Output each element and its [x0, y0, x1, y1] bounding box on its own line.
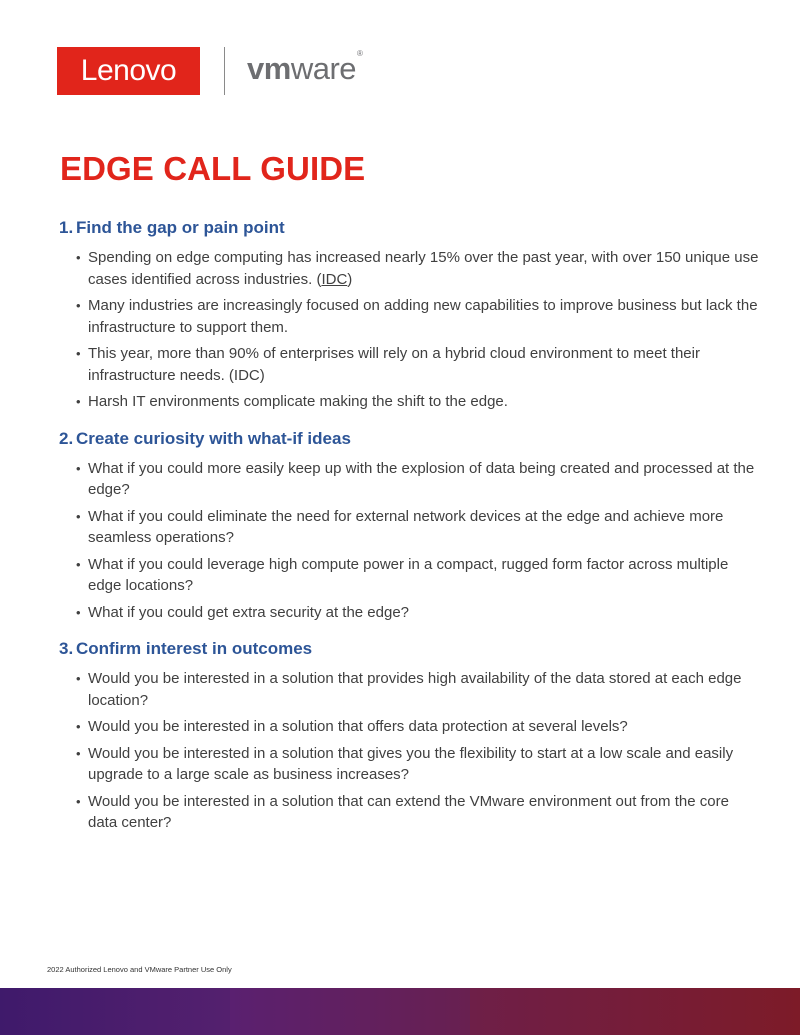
list-item-text: Spending on edge computing has increased nearly 15% over the past year, with over 150 unique use cases identified across industries. (	[88, 249, 759, 288]
footer-band	[0, 988, 800, 1035]
section-number: 3.	[59, 639, 74, 658]
vmware-logo-vm: vm	[247, 51, 291, 86]
list-item	[59, 791, 759, 834]
bullet-icon: •	[76, 604, 81, 620]
footer-band-shade-3	[470, 988, 800, 1035]
section	[59, 638, 759, 834]
bullet-icon: •	[76, 793, 81, 809]
bullet-list	[59, 247, 759, 413]
footer-note: 2022 Authorized Lenovo and VMware Partner Use Only	[47, 965, 232, 974]
footer-band-shade-1	[0, 988, 230, 1035]
list-item	[59, 458, 759, 501]
list-item-text: What if you could leverage high compute power in a compact, rugged form factor across multiple edge locations?	[88, 555, 729, 594]
vmware-logo-ware: ware	[290, 51, 357, 86]
lenovo-logo	[57, 47, 200, 95]
list-item	[59, 554, 759, 597]
lenovo-logo-text: Lenovo	[80, 54, 177, 87]
list-item	[59, 716, 759, 738]
list-item-text: What if you could get extra security at the edge?	[88, 603, 410, 621]
logo-divider	[224, 47, 225, 95]
list-item-text: Would you be interested in a solution that gives you the flexibility to start at a low scale and easily upgrade to a large scale as business increases?	[88, 744, 734, 783]
bullet-icon: •	[76, 394, 81, 409]
bullet-icon: •	[76, 298, 81, 313]
logo-row	[57, 47, 362, 95]
section-number: 2.	[59, 428, 74, 448]
bullet-icon: •	[76, 719, 81, 734]
list-item	[59, 506, 759, 549]
page-title: EDGE CALL GUIDE	[60, 150, 366, 187]
list-item-text-after: )	[347, 270, 353, 288]
bullet-list	[59, 458, 759, 624]
footer-band-shade-2	[230, 988, 470, 1035]
list-item-text: Harsh IT environments complicate making the shift to the edge.	[88, 393, 508, 410]
section-heading	[59, 638, 759, 660]
list-item	[59, 391, 759, 413]
list-item	[59, 247, 759, 290]
guide-sections	[59, 217, 759, 849]
section	[59, 428, 759, 624]
list-item	[59, 668, 759, 711]
list-item-text: What if you could eliminate the need for external network devices at the edge and achieve more seamless operations?	[88, 507, 724, 546]
list-item-text: Would you be interested in a solution that can extend the VMware environment out from the core data center?	[88, 792, 729, 831]
bullet-icon: •	[76, 508, 81, 524]
bullet-icon: •	[76, 671, 81, 686]
bullet-list	[59, 668, 759, 834]
list-item-text: Would you be interested in a solution that provides high availability of the data stored at each edge location?	[88, 670, 742, 709]
section-heading-text: Confirm interest in outcomes	[76, 639, 313, 658]
bullet-icon: •	[76, 460, 81, 476]
list-item-text: This year, more than 90% of enterprises will rely on a hybrid cloud environment to meet their infrastructure needs. (IDC)	[88, 345, 700, 384]
bullet-icon: •	[76, 745, 81, 761]
list-item-text: Many industries are increasingly focused on adding new capabilities to improve business but lack the infrastructure to support them.	[88, 297, 758, 336]
section-heading-text: Find the gap or pain point	[76, 218, 285, 237]
section	[59, 217, 759, 413]
section-number: 1.	[59, 218, 74, 237]
list-item	[59, 295, 759, 338]
section-heading	[59, 217, 759, 239]
section-heading-text: Create curiosity with what-if ideas	[76, 428, 351, 448]
vmware-registered-mark: ®	[357, 48, 363, 58]
bullet-icon: •	[76, 556, 81, 572]
list-item	[59, 602, 759, 624]
section-heading	[59, 428, 759, 450]
bullet-icon: •	[76, 250, 81, 265]
vmware-logo	[247, 48, 363, 87]
list-item-text: What if you could more easily keep up with the explosion of data being created and processed at the edge?	[88, 459, 755, 498]
list-item	[59, 343, 759, 386]
source-link[interactable]: IDC	[321, 270, 348, 288]
list-item-text: Would you be interested in a solution that offers data protection at several levels?	[88, 718, 628, 735]
list-item	[59, 743, 759, 786]
bullet-icon: •	[76, 346, 81, 361]
